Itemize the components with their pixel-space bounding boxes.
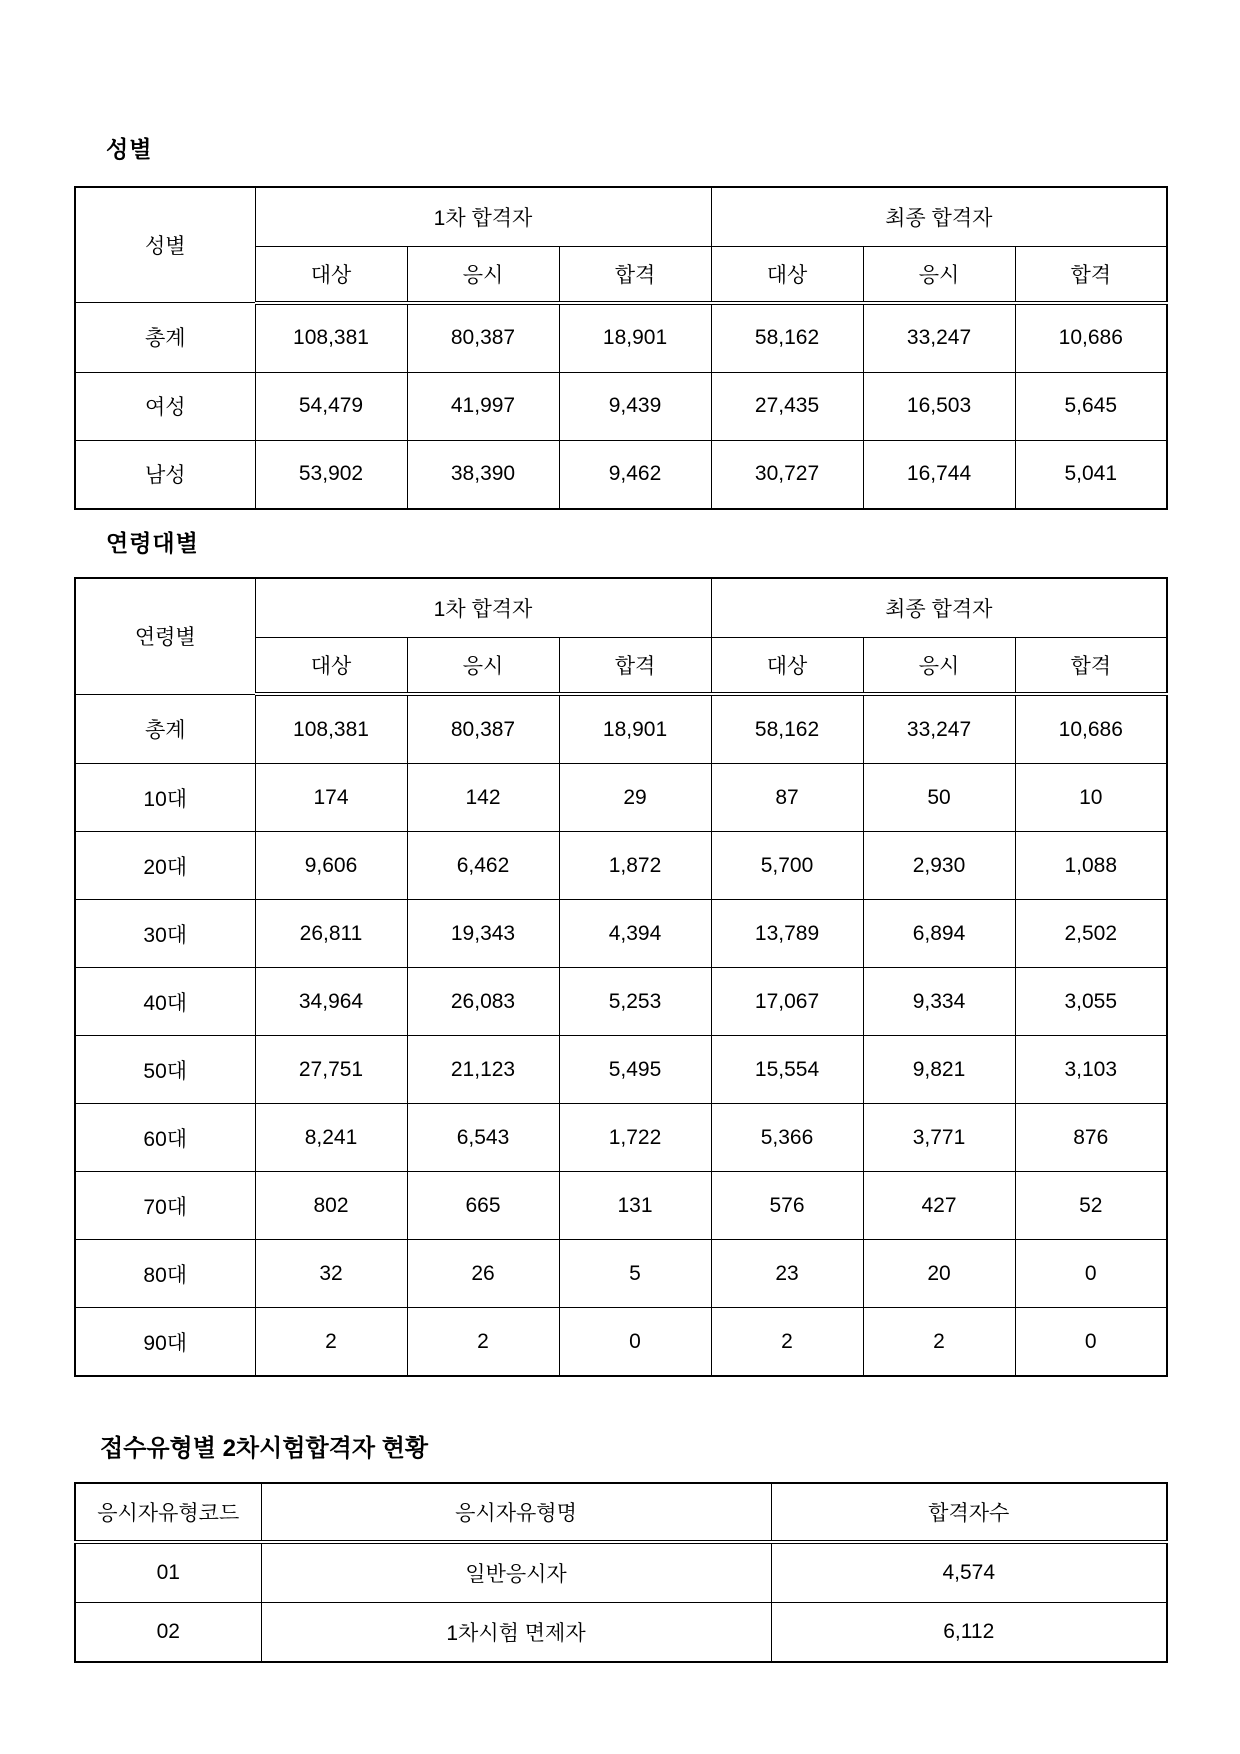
col-header: 합격 xyxy=(559,638,711,695)
table-cell: 1차시험 면제자 xyxy=(261,1602,771,1662)
table-row xyxy=(75,694,1167,764)
table-row xyxy=(75,1602,1167,1662)
col-header: 응시 xyxy=(863,638,1015,695)
section-heading-pass-type: 접수유형별 2차시험합격자 현황 xyxy=(100,1435,429,1463)
table-cell: 5,645 xyxy=(1015,372,1167,440)
table-cell: 54,479 xyxy=(255,372,407,440)
gender-group-header-first: 1차 합격자 xyxy=(255,187,711,247)
table-cell: 02 xyxy=(75,1602,261,1662)
table-cell: 174 xyxy=(255,764,407,832)
table-cell: 9,821 xyxy=(863,1036,1015,1104)
table-cell: 38,390 xyxy=(407,440,559,509)
table-cell: 10 xyxy=(1015,764,1167,832)
table-cell: 18,901 xyxy=(559,303,711,373)
table-cell: 4,394 xyxy=(559,900,711,968)
table-cell: 30대 xyxy=(75,900,255,968)
table-cell: 26 xyxy=(407,1240,559,1308)
table-cell: 5,253 xyxy=(559,968,711,1036)
table-cell: 20대 xyxy=(75,832,255,900)
table-cell: 876 xyxy=(1015,1104,1167,1172)
table-cell: 33,247 xyxy=(863,303,1015,373)
age-row-header: 연령별 xyxy=(75,578,255,694)
table-row xyxy=(75,440,1167,509)
table-cell: 21,123 xyxy=(407,1036,559,1104)
table-cell: 34,964 xyxy=(255,968,407,1036)
table-cell: 일반응시자 xyxy=(261,1542,771,1603)
table-cell: 41,997 xyxy=(407,372,559,440)
gender-table xyxy=(74,186,1168,510)
table-cell: 5 xyxy=(559,1240,711,1308)
table-cell: 5,700 xyxy=(711,832,863,900)
col-header: 합격 xyxy=(559,246,711,303)
col-header-type-code: 응시자유형코드 xyxy=(75,1483,261,1542)
table-cell: 2 xyxy=(407,1308,559,1377)
table-cell: 17,067 xyxy=(711,968,863,1036)
gender-table-body xyxy=(75,303,1167,509)
table-cell: 2 xyxy=(255,1308,407,1377)
table-row xyxy=(75,303,1167,373)
table-cell: 2,930 xyxy=(863,832,1015,900)
table-cell: 131 xyxy=(559,1172,711,1240)
table-cell: 1,872 xyxy=(559,832,711,900)
pass-type-table-header xyxy=(75,1483,1167,1542)
table-cell: 50 xyxy=(863,764,1015,832)
col-header: 응시 xyxy=(863,246,1015,303)
table-cell: 802 xyxy=(255,1172,407,1240)
gender-group-header-final: 최종 합격자 xyxy=(711,187,1167,247)
table-row xyxy=(75,900,1167,968)
table-cell: 6,462 xyxy=(407,832,559,900)
table-row xyxy=(75,1542,1167,1603)
table-row xyxy=(75,764,1167,832)
table-row xyxy=(75,1308,1167,1377)
table-cell: 29 xyxy=(559,764,711,832)
pass-type-table xyxy=(74,1482,1168,1663)
col-header: 합격 xyxy=(1015,638,1167,695)
table-cell: 576 xyxy=(711,1172,863,1240)
table-row xyxy=(75,968,1167,1036)
age-table-body xyxy=(75,694,1167,1376)
table-cell: 108,381 xyxy=(255,303,407,373)
table-cell: 총계 xyxy=(75,303,255,373)
table-cell: 40대 xyxy=(75,968,255,1036)
table-cell: 8,241 xyxy=(255,1104,407,1172)
table-cell: 19,343 xyxy=(407,900,559,968)
section-heading-gender: 성별 xyxy=(106,136,153,162)
table-cell: 2 xyxy=(711,1308,863,1377)
table-cell: 2,502 xyxy=(1015,900,1167,968)
table-cell: 9,439 xyxy=(559,372,711,440)
table-cell: 9,606 xyxy=(255,832,407,900)
table-cell: 30,727 xyxy=(711,440,863,509)
table-cell: 5,041 xyxy=(1015,440,1167,509)
table-cell: 1,722 xyxy=(559,1104,711,1172)
table-cell: 142 xyxy=(407,764,559,832)
table-cell: 0 xyxy=(559,1308,711,1377)
col-header: 대상 xyxy=(711,638,863,695)
table-row xyxy=(75,1240,1167,1308)
col-header: 응시 xyxy=(407,246,559,303)
col-header-type-name: 응시자유형명 xyxy=(261,1483,771,1542)
table-cell: 53,902 xyxy=(255,440,407,509)
table-cell: 26,811 xyxy=(255,900,407,968)
col-header-pass-count: 합격자수 xyxy=(771,1483,1167,1542)
table-cell: 1,088 xyxy=(1015,832,1167,900)
table-cell: 18,901 xyxy=(559,694,711,764)
table-cell: 6,894 xyxy=(863,900,1015,968)
col-header: 응시 xyxy=(407,638,559,695)
table-cell: 01 xyxy=(75,1542,261,1603)
table-cell: 총계 xyxy=(75,694,255,764)
gender-table-header xyxy=(75,187,1167,303)
table-cell: 87 xyxy=(711,764,863,832)
table-cell: 665 xyxy=(407,1172,559,1240)
table-cell: 80,387 xyxy=(407,694,559,764)
table-cell: 52 xyxy=(1015,1172,1167,1240)
table-row xyxy=(75,1172,1167,1240)
table-cell: 3,055 xyxy=(1015,968,1167,1036)
age-table xyxy=(74,577,1168,1377)
gender-row-header: 성별 xyxy=(75,187,255,303)
table-cell: 27,435 xyxy=(711,372,863,440)
table-cell: 5,366 xyxy=(711,1104,863,1172)
table-cell: 80,387 xyxy=(407,303,559,373)
table-cell: 6,112 xyxy=(771,1602,1167,1662)
table-cell: 9,334 xyxy=(863,968,1015,1036)
table-cell: 3,771 xyxy=(863,1104,1015,1172)
table-row xyxy=(75,1104,1167,1172)
table-cell: 27,751 xyxy=(255,1036,407,1104)
table-cell: 남성 xyxy=(75,440,255,509)
table-cell: 0 xyxy=(1015,1240,1167,1308)
col-header: 대상 xyxy=(255,246,407,303)
table-cell: 70대 xyxy=(75,1172,255,1240)
table-cell: 0 xyxy=(1015,1308,1167,1377)
table-cell: 427 xyxy=(863,1172,1015,1240)
table-cell: 16,744 xyxy=(863,440,1015,509)
table-cell: 33,247 xyxy=(863,694,1015,764)
table-cell: 여성 xyxy=(75,372,255,440)
table-cell: 15,554 xyxy=(711,1036,863,1104)
section-heading-age: 연령대별 xyxy=(106,529,199,556)
table-cell: 10대 xyxy=(75,764,255,832)
table-cell: 58,162 xyxy=(711,303,863,373)
col-header: 대상 xyxy=(711,246,863,303)
table-row xyxy=(75,1036,1167,1104)
table-cell: 4,574 xyxy=(771,1542,1167,1603)
table-cell: 108,381 xyxy=(255,694,407,764)
table-cell: 20 xyxy=(863,1240,1015,1308)
table-cell: 2 xyxy=(863,1308,1015,1377)
table-cell: 5,495 xyxy=(559,1036,711,1104)
table-cell: 10,686 xyxy=(1015,694,1167,764)
table-cell: 23 xyxy=(711,1240,863,1308)
table-cell: 80대 xyxy=(75,1240,255,1308)
age-table-header xyxy=(75,578,1167,694)
age-group-header-final: 최종 합격자 xyxy=(711,578,1167,638)
col-header: 합격 xyxy=(1015,246,1167,303)
table-cell: 9,462 xyxy=(559,440,711,509)
table-row xyxy=(75,832,1167,900)
table-cell: 60대 xyxy=(75,1104,255,1172)
age-group-header-first: 1차 합격자 xyxy=(255,578,711,638)
table-cell: 3,103 xyxy=(1015,1036,1167,1104)
table-cell: 90대 xyxy=(75,1308,255,1377)
table-cell: 6,543 xyxy=(407,1104,559,1172)
table-row xyxy=(75,372,1167,440)
table-cell: 32 xyxy=(255,1240,407,1308)
pass-type-table-body xyxy=(75,1542,1167,1662)
table-cell: 16,503 xyxy=(863,372,1015,440)
col-header: 대상 xyxy=(255,638,407,695)
table-cell: 50대 xyxy=(75,1036,255,1104)
table-cell: 26,083 xyxy=(407,968,559,1036)
table-cell: 58,162 xyxy=(711,694,863,764)
table-cell: 10,686 xyxy=(1015,303,1167,373)
table-cell: 13,789 xyxy=(711,900,863,968)
